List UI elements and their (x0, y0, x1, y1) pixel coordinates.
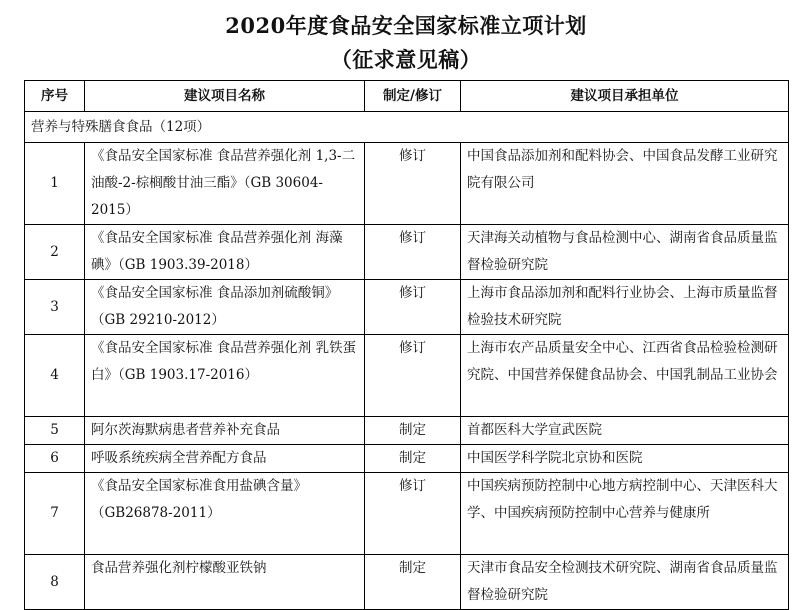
row-type: 修订 (365, 280, 461, 335)
row-unit: 天津市食品安全检测技术研究院、湖南省食品质量监督检验研究院 (461, 555, 789, 610)
row-unit: 中国食品添加剂和配料协会、中国食品发酵工业研究院有限公司 (461, 143, 789, 225)
category-row (25, 112, 789, 143)
table-row (25, 280, 789, 335)
table-row (25, 143, 789, 225)
category-label: 营养与特殊膳食食品（12项） (25, 112, 789, 143)
row-unit: 上海市食品添加剂和配料行业协会、上海市质量监督检验技术研究院 (461, 280, 789, 335)
row-name: 《食品安全国家标准食用盐碘含量》（GB26878-2011） (85, 473, 365, 555)
table-row (25, 473, 789, 555)
row-unit: 上海市农产品质量安全中心、江西省食品检验检测研究院、中国营养保健食品协会、中国乳制品工业协会 (461, 335, 789, 417)
row-seq: 5 (25, 417, 85, 445)
table-row (25, 335, 789, 417)
row-type: 修订 (365, 225, 461, 280)
row-name: 《食品安全国家标准 食品营养强化剂 乳铁蛋白》（GB 1903.17-2016） (85, 335, 365, 417)
row-seq: 6 (25, 445, 85, 473)
row-seq: 1 (25, 143, 85, 225)
row-type: 制定 (365, 445, 461, 473)
row-seq: 8 (25, 555, 85, 610)
document-title: 2020年度食品安全国家标准立项计划 (225, 13, 587, 38)
table-row (25, 225, 789, 280)
header-name: 建议项目名称 (85, 81, 365, 112)
row-name: 《食品安全国家标准 食品添加剂硫酸铜》（GB 29210-2012） (85, 280, 365, 335)
standards-plan-table (24, 80, 789, 610)
table-header-row (25, 81, 789, 112)
row-seq: 7 (25, 473, 85, 555)
table-row (25, 445, 789, 473)
header-seq: 序号 (25, 81, 85, 112)
row-type: 修订 (365, 143, 461, 225)
row-seq: 3 (25, 280, 85, 335)
row-unit: 首都医科大学宣武医院 (461, 417, 789, 445)
row-seq: 4 (25, 335, 85, 417)
row-name: 阿尔茨海默病患者营养补充食品 (85, 417, 365, 445)
table-row (25, 555, 789, 610)
document-subtitle: （征求意见稿） (330, 47, 482, 72)
row-unit: 中国医学科学院北京协和医院 (461, 445, 789, 473)
row-type: 制定 (365, 555, 461, 610)
row-name: 食品营养强化剂柠檬酸亚铁钠 (85, 555, 365, 610)
row-seq: 2 (25, 225, 85, 280)
row-unit: 中国疾病预防控制中心地方病控制中心、天津医科大学、中国疾病预防控制中心营养与健康所 (461, 473, 789, 555)
table-row (25, 417, 789, 445)
row-name: 呼吸系统疾病全营养配方食品 (85, 445, 365, 473)
row-type: 修订 (365, 335, 461, 417)
row-name: 《食品安全国家标准 食品营养强化剂 1,3-二油酸-2-棕榈酸甘油三酯》（GB 30604-2015） (85, 143, 365, 225)
row-unit: 天津海关动植物与食品检测中心、湖南省食品质量监督检验研究院 (461, 225, 789, 280)
header-type: 制定/修订 (365, 81, 461, 112)
row-name: 《食品安全国家标准 食品营养强化剂 海藻碘》（GB 1903.39-2018） (85, 225, 365, 280)
row-type: 修订 (365, 473, 461, 555)
row-type: 制定 (365, 417, 461, 445)
header-unit: 建议项目承担单位 (461, 81, 789, 112)
